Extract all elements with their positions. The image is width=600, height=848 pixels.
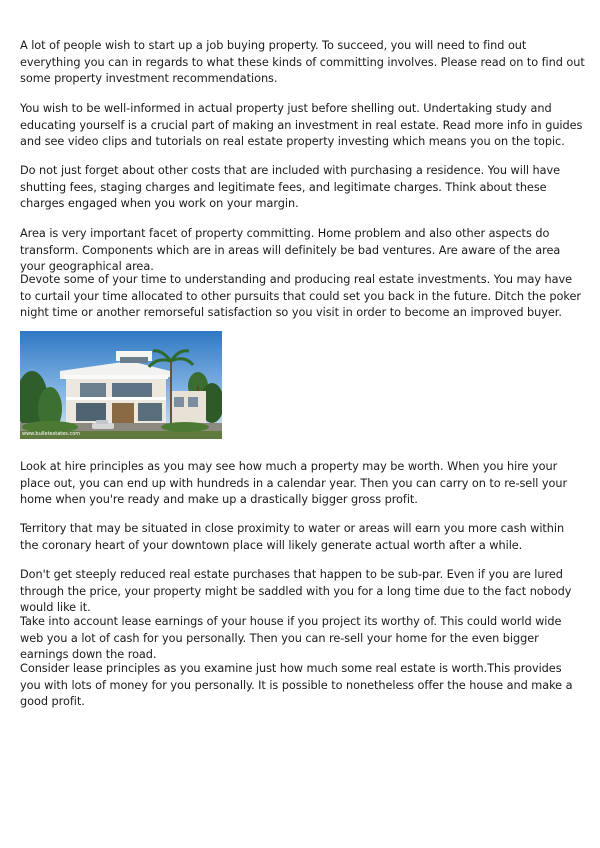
paragraph-6: Look at hire principles as you may see how much a property may be worth. When you hire your place out, you can end up with hundreds in a calendar year. Then you can carry on to re-sell your home when you're ready and make up a drastically bigger gross profit. [20, 460, 568, 506]
paragraph-9: Take into account lease earnings of your house if you project its worthy of. This could world wide web you a lot of cash for you personally. Then you can re-sell your home for the even bigger earnings down the road. [20, 615, 562, 661]
paragraph-7: Territory that may be situated in close proximity to water or areas will earn you more cash within the coronary heart of your downtown place will likely generate actual worth after a while. [20, 522, 565, 552]
paragraph-3: Do not just forget about other costs that are included with purchasing a residence. You will have shutting fees, staging charges and legitimate fees, and legitimate charges. Think about these charges engaged when you work on your margin. [20, 164, 561, 210]
paragraph-10: Consider lease principles as you examine just how much some real estate is worth.This provides you with lots of money for you personally. It is possible to nonetheless offer the house and make a good profit. [20, 662, 573, 708]
photo-watermark: www.bulletestates.com [22, 431, 81, 437]
paragraph-4: Area is very important facet of property committing. Home problem and also other aspects do transform. Components which are in areas will definitely be bad ventures. Are aware of the area your geographical area. [20, 227, 561, 273]
paragraph-2: You wish to be well-informed in actual property just before shelling out. Undertaking study and educating yourself is a crucial part of making an investment in real estate. Read more info in guides and see video clips and tutorials on real estate property investing which means you on the topic. [20, 102, 583, 148]
paragraph-1: A lot of people wish to start up a job buying property. To succeed, you will need to find out everything you can in regards to what these kinds of committing involves. Please read on to find out some property investment recommendations. [20, 39, 585, 85]
modern-house-photo-icon [20, 331, 222, 439]
paragraph-5: Devote some of your time to understanding and producing real estate investments. You may have to curtail your time allocated to other pursuits that could set you back in the future. Ditch the poker night time or another remorseful satisfaction so you visit in order to become an improved buyer. [20, 273, 582, 319]
paragraph-8: Don't get steeply reduced real estate purchases that happen to be sub-par. Even if you are lured through the price, your property might be saddled with you for a long time due to the fact nobody would like it. [20, 568, 572, 614]
house-photo [20, 331, 222, 439]
